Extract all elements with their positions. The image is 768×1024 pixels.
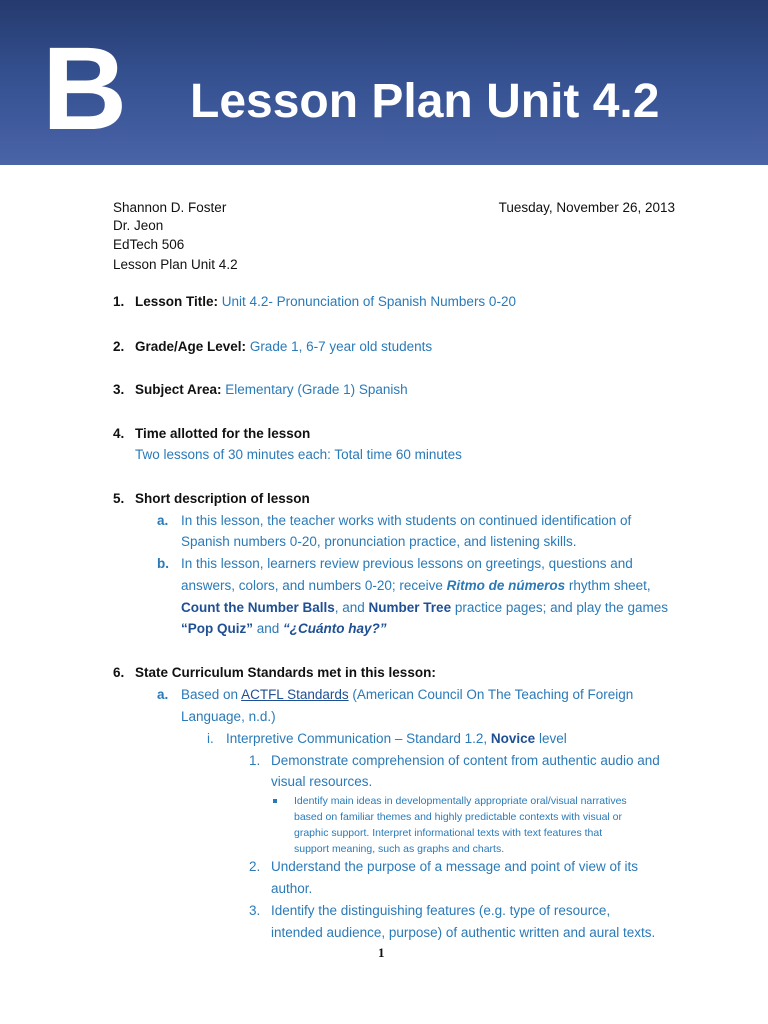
page-number: 1 [378,945,385,960]
text-run-emphasis: Ritmo de números [446,578,566,593]
list-number: 1. [249,753,261,768]
section-number: 2. [113,339,125,354]
sub-item-letter: a. [157,513,169,528]
list-number: 2. [249,859,261,874]
page-title: Lesson Plan Unit 4.2 [190,75,660,128]
paragraph-line [181,686,633,704]
section-label: Grade/Age Level: [135,339,247,354]
section-number: 1. [113,294,125,309]
list-number: 3. [249,903,261,918]
section-subject-area [135,381,408,399]
section-label: Subject Area: [135,382,222,397]
actfl-standards-link[interactable]: ACTFL Standards [241,687,349,702]
course-name: EdTech 506 [113,237,185,252]
paragraph-line: Language, n.d.) [181,709,276,724]
section-number: 6. [113,665,125,680]
section-number: 5. [113,491,125,506]
sub-item-letter: b. [157,556,169,571]
document-name: Lesson Plan Unit 4.2 [113,257,238,272]
section-number: 3. [113,382,125,397]
paragraph-line [181,577,651,595]
paragraph-line: Identify the distinguishing features (e.g. type of resource, [271,903,611,918]
paragraph-line: intended audience, purpose) of authentic written and aural texts. [271,925,656,940]
text-run: Interpretive Communication – Standard 1.2, [226,731,491,746]
author-name: Shannon D. Foster [113,200,227,215]
bullet-text-line: Identify main ideas in developmentally appropriate oral/visual narratives [294,795,627,807]
roman-numeral: i. [207,731,214,746]
section-label: State Curriculum Standards met in this lesson: [135,665,436,680]
paragraph-line [181,599,668,617]
text-run: level [535,731,567,746]
text-run: rhythm sheet, [565,578,651,593]
text-run: answers, colors, and numbers 0-20; receive [181,578,447,593]
paragraph-line [181,620,387,638]
section-label: Lesson Title: [135,294,219,309]
section-value: Grade 1, 6-7 year old students [249,339,433,354]
title-banner [0,0,768,165]
text-run: Based on [181,687,242,702]
section-number: 4. [113,426,125,441]
bullet-text-line: based on familiar themes and highly predictable contexts with visual or [294,811,623,823]
text-run-bold: Novice [490,731,536,746]
text-run: and [253,621,284,636]
section-value: Elementary (Grade 1) Spanish [225,382,408,397]
bullet-text-line: graphic support. Interpret informational texts with text features that [294,827,603,839]
text-run-bold: Number Tree [368,600,452,615]
text-run: , and [334,600,369,615]
paragraph-line: Demonstrate comprehension of content from authentic audio and [271,753,660,768]
document-date: Tuesday, November 26, 2013 [498,200,675,215]
section-value: Two lessons of 30 minutes each: Total time 60 minutes [135,447,462,462]
instructor-name: Dr. Jeon [113,218,164,233]
text-run-emphasis: “¿Cuánto hay?” [283,621,387,636]
banner-logo-letter: B [42,23,128,155]
bullet-icon [273,799,277,803]
sub-item-letter: a. [157,687,169,702]
section-label: Short description of lesson [135,491,310,506]
paragraph-line: In this lesson, learners review previous lessons on greetings, questions and [181,556,633,571]
text-run-bold: “Pop Quiz” [181,621,253,636]
text-run: practice pages; and play the games [451,600,668,615]
paragraph-line: In this lesson, the teacher works with students on continued identification of [181,513,632,528]
section-label: Time allotted for the lesson [135,426,311,441]
paragraph-line: Understand the purpose of a message and point of view of its [271,859,638,874]
paragraph-line: author. [271,881,313,896]
bullet-text-line: support meaning, such as graphs and charts. [294,843,505,855]
text-run: (American Council On The Teaching of Foreign [348,687,634,702]
text-run-bold: Count the Number Balls [181,600,335,615]
section-grade-level [135,338,432,356]
section-value: Unit 4.2- Pronunciation of Spanish Numbers 0-20 [221,294,516,309]
paragraph-line: visual resources. [271,774,373,789]
section-lesson-title [135,293,516,311]
paragraph-line: Spanish numbers 0-20, pronunciation practice, and listening skills. [181,534,577,549]
paragraph-line [226,730,567,748]
